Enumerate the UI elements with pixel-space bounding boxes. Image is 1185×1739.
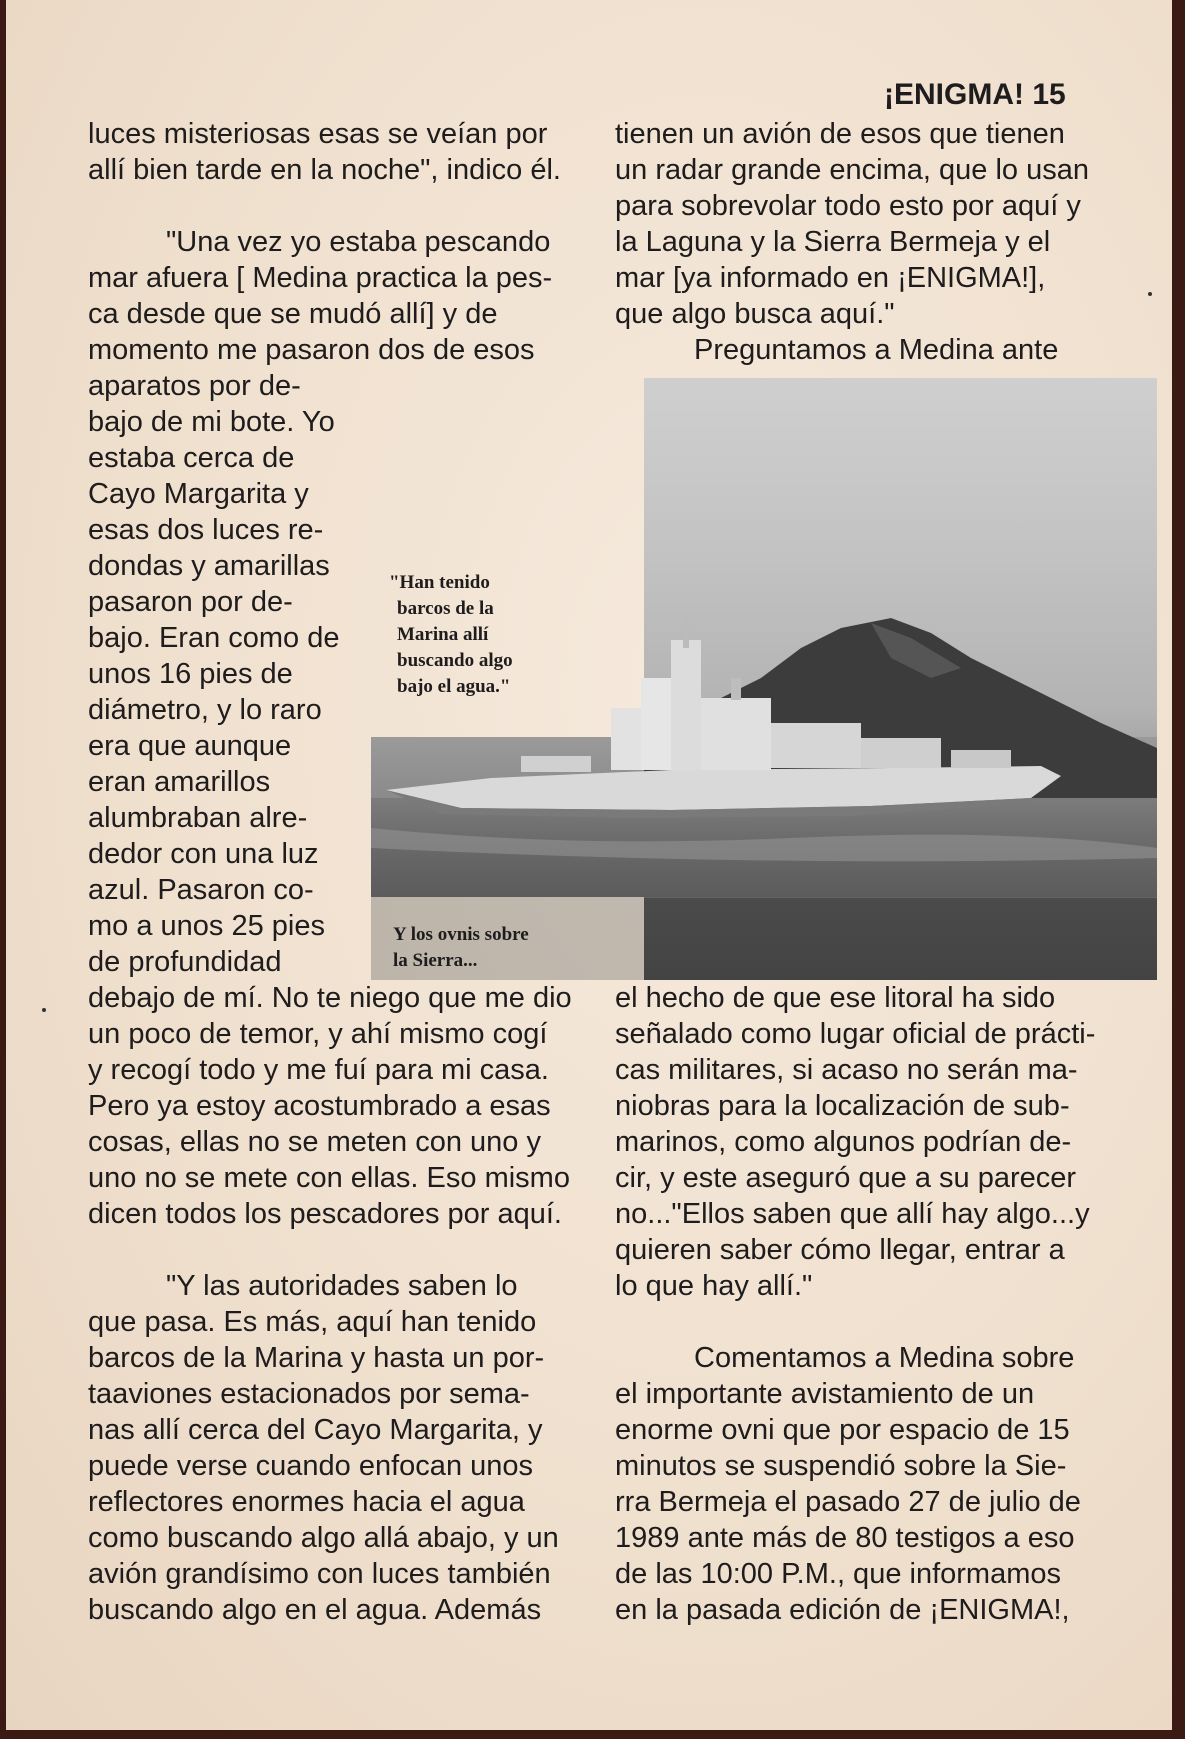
left-line: cosas, ellas no se meten con uno y	[88, 1126, 541, 1158]
right-line: niobras para la localización de sub-	[615, 1090, 1070, 1122]
left-line: nas allí cerca del Cayo Margarita, y	[88, 1414, 543, 1446]
left-line: era que aunque	[88, 730, 292, 762]
left-line: estaba cerca de	[88, 442, 295, 474]
left-line: momento me pasaron dos de esos	[88, 334, 535, 366]
right-line: tienen un avión de esos que tienen	[615, 118, 1065, 150]
right-line: de las 10:00 P.M., que informamos	[615, 1558, 1061, 1590]
left-line: "Y las autoridades saben lo	[166, 1270, 518, 1302]
left-line: eran amarillos	[88, 766, 271, 798]
caption-line: bajo el agua."	[397, 676, 511, 697]
right-line: marinos, como algunos podrían de-	[615, 1126, 1072, 1158]
right-line: la Laguna y la Sierra Bermeja y el	[615, 226, 1051, 258]
caption-line: la Sierra...	[393, 950, 478, 971]
left-line: mo a unos 25 pies	[88, 910, 325, 942]
left-line: alumbraban alre-	[88, 802, 308, 834]
left-line: dondas y amarillas	[88, 550, 330, 582]
left-line: y recogí todo y me fuí para mi casa.	[88, 1054, 549, 1086]
left-line: esas dos luces re-	[88, 514, 324, 546]
right-line: enorme ovni que por espacio de 15	[615, 1414, 1070, 1446]
right-line: 1989 ante más de 80 testigos a eso	[615, 1522, 1075, 1554]
left-line: buscando algo en el agua. Además	[88, 1594, 542, 1626]
left-line: bajo de mi bote. Yo	[88, 406, 335, 438]
right-line: Preguntamos a Medina ante	[694, 334, 1059, 366]
left-line: uno no se mete con ellas. Eso mismo	[88, 1162, 570, 1194]
left-line: Pero ya estoy acostumbrado a esas	[88, 1090, 551, 1122]
caption-line: Marina allí	[397, 624, 489, 645]
left-line: unos 16 pies de	[88, 658, 293, 690]
left-line: puede verse cuando enfocan unos	[88, 1450, 534, 1482]
right-line: minutos se suspendió sobre la Sie-	[615, 1450, 1067, 1482]
right-line: lo que hay allí."	[615, 1270, 813, 1302]
left-line: diámetro, y lo raro	[88, 694, 322, 726]
right-line: rra Bermeja el pasado 27 de julio de	[615, 1486, 1081, 1518]
left-line: pasaron por de-	[88, 586, 293, 618]
left-line: luces misteriosas esas se veían por	[88, 118, 548, 150]
left-line: Cayo Margarita y	[88, 478, 309, 510]
left-line: reflectores enormes hacia el agua	[88, 1486, 525, 1518]
left-line: "Una vez yo estaba pescando	[166, 226, 551, 258]
left-line: azul. Pasaron co-	[88, 874, 314, 906]
right-line: Comentamos a Medina sobre	[694, 1342, 1075, 1374]
right-line: no..."Ellos saben que allí hay algo...y	[615, 1198, 1090, 1230]
caption-line: Y los ovnis sobre	[393, 924, 529, 945]
left-line: allí bien tarde en la noche", indico él.	[88, 154, 561, 186]
right-line: en la pasada edición de ¡ENIGMA!,	[615, 1594, 1070, 1626]
magazine-page	[6, 0, 1172, 1730]
left-line: un poco de temor, y ahí mismo cogí	[88, 1018, 548, 1050]
left-line: ca desde que se mudó allí] y de	[88, 298, 498, 330]
print-speck	[1148, 292, 1152, 296]
left-line: mar afuera [ Medina practica la pes-	[88, 262, 553, 294]
left-line: aparatos por de-	[88, 370, 301, 402]
left-line: como buscando algo allá abajo, y un	[88, 1522, 559, 1554]
right-line: cas militares, si acaso no serán ma-	[615, 1054, 1078, 1086]
left-line: de profundidad	[88, 946, 282, 978]
caption-line: "Han tenido	[389, 572, 490, 593]
right-line: cir, y este aseguró que a su parecer	[615, 1162, 1077, 1194]
right-line: quieren saber cómo llegar, entrar a	[615, 1234, 1065, 1266]
right-line: señalado como lugar oficial de prácti-	[615, 1018, 1096, 1050]
left-line: que pasa. Es más, aquí han tenido	[88, 1306, 537, 1338]
left-line: debajo de mí. No te niego que me dio	[88, 982, 572, 1014]
left-line: bajo. Eran como de	[88, 622, 340, 654]
caption-line: barcos de la	[397, 598, 494, 619]
print-speck	[42, 1008, 46, 1012]
left-line: barcos de la Marina y hasta un por-	[88, 1342, 545, 1374]
right-line: un radar grande encima, que lo usan	[615, 154, 1089, 186]
caption-line: buscando algo	[397, 650, 513, 671]
page-header: ¡ENIGMA! 15	[884, 78, 1066, 111]
left-line: avión grandísimo con luces también	[88, 1558, 551, 1590]
right-line: el importante avistamiento de un	[615, 1378, 1035, 1410]
left-line: dicen todos los pescadores por aquí.	[88, 1198, 562, 1230]
right-line: que algo busca aquí."	[615, 298, 895, 330]
left-line: dedor con una luz	[88, 838, 319, 870]
right-line: el hecho de que ese litoral ha sido	[615, 982, 1056, 1014]
left-line: taaviones estacionados por sema-	[88, 1378, 530, 1410]
right-line: mar [ya informado en ¡ENIGMA!],	[615, 262, 1046, 294]
right-line: para sobrevolar todo esto por aquí y	[615, 190, 1081, 222]
